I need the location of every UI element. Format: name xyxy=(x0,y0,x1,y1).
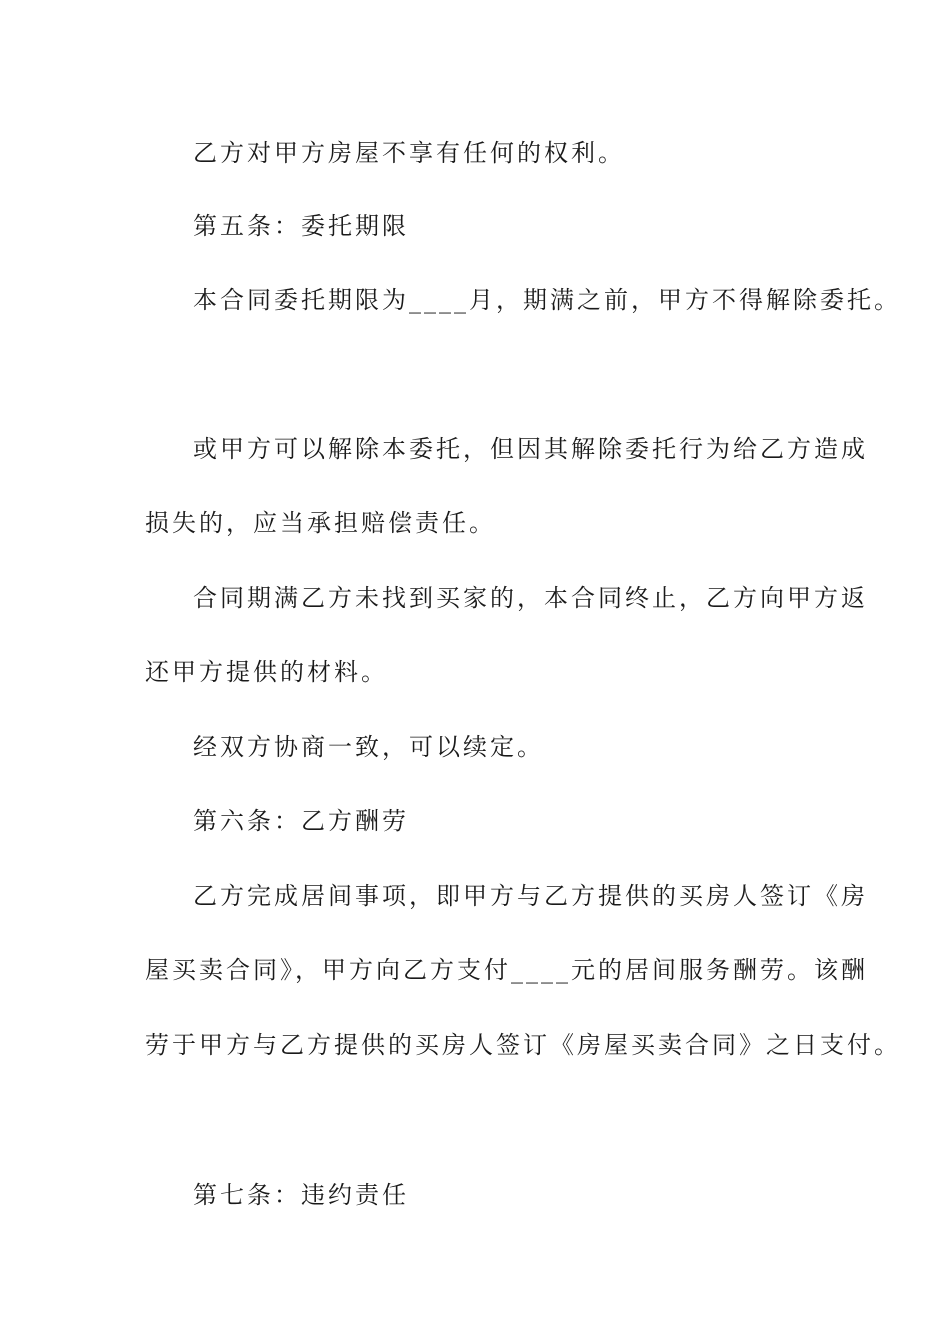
paragraph-expiry-line-1: 合同期满乙方未找到买家的，本合同终止，乙方向甲方返 xyxy=(193,584,868,612)
paragraph-remuneration-line-2: 屋买卖合同》，甲方向乙方支付____元的居间服务酬劳。该酬 xyxy=(145,956,868,984)
paragraph-renewal: 经双方协商一致，可以续定。 xyxy=(193,733,544,761)
paragraph-termination-line-2: 损失的，应当承担赔偿责任。 xyxy=(145,509,496,537)
paragraph-termination-line-1: 或甲方可以解除本委托，但因其解除委托行为给乙方造成 xyxy=(193,435,868,463)
paragraph-remuneration-line-1: 乙方完成居间事项，即甲方与乙方提供的买房人签订《房 xyxy=(193,882,868,910)
paragraph-no-rights: 乙方对甲方房屋不享有任何的权利。 xyxy=(193,139,625,167)
heading-article-7: 第七条：违约责任 xyxy=(193,1181,409,1209)
heading-article-6: 第六条：乙方酬劳 xyxy=(193,807,409,835)
paragraph-remuneration-line-3: 劳于甲方与乙方提供的买房人签订《房屋买卖合同》之日支付。 xyxy=(145,1031,901,1059)
heading-article-5: 第五条：委托期限 xyxy=(193,212,409,240)
paragraph-expiry-line-2: 还甲方提供的材料。 xyxy=(145,658,388,686)
paragraph-term-period: 本合同委托期限为____月，期满之前，甲方不得解除委托。 xyxy=(193,286,901,314)
